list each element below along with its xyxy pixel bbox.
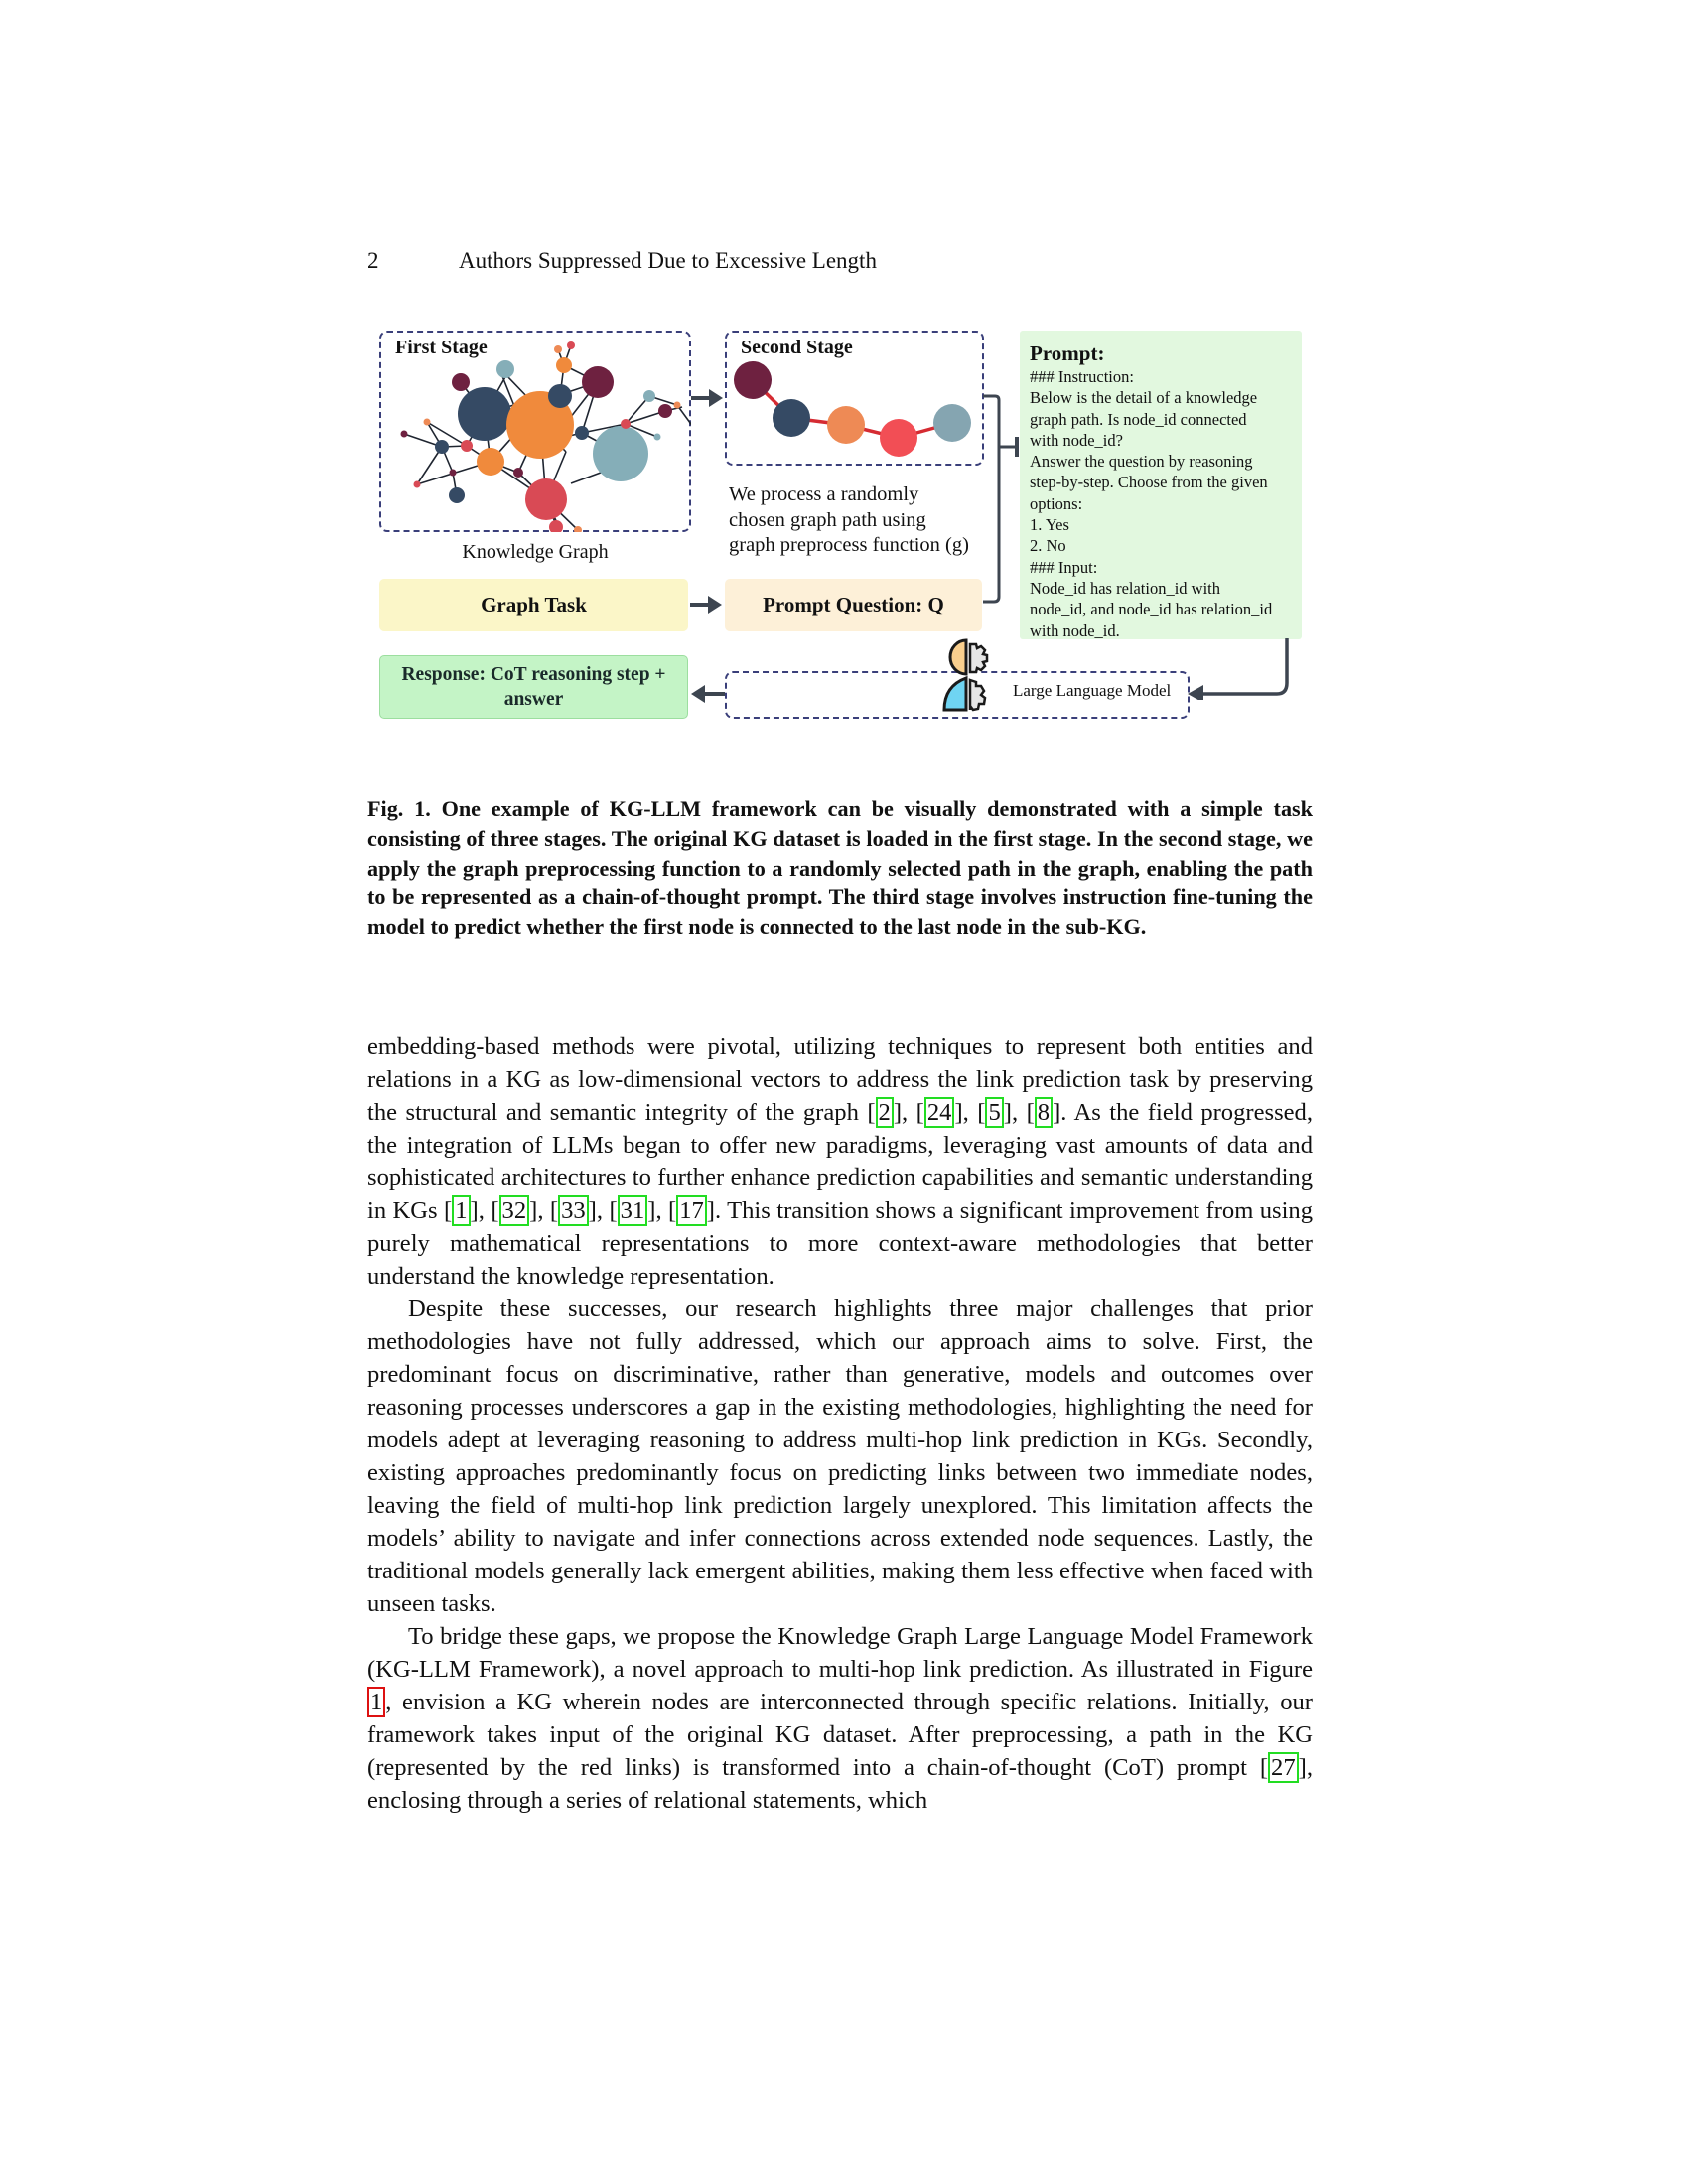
prompt-line: options: xyxy=(1030,493,1083,513)
selected-path-illustration xyxy=(725,331,984,466)
citation-link[interactable]: 33 xyxy=(558,1195,589,1226)
citation-link[interactable]: 1 xyxy=(452,1195,470,1226)
bracket-connector xyxy=(981,392,1023,611)
citation-link[interactable]: 17 xyxy=(676,1195,707,1226)
prompt-line: step-by-step. Choose from the given xyxy=(1030,473,1268,492)
citation-link[interactable]: 24 xyxy=(924,1097,955,1128)
figure-caption xyxy=(367,794,1313,942)
figure-1 xyxy=(0,0,1688,754)
body-text xyxy=(367,1030,1313,1817)
prompt-line: Below is the detail of a knowledge xyxy=(1030,388,1258,408)
prompt-line: with node_id. xyxy=(1030,620,1120,640)
arrow-prompt-to-llm xyxy=(1182,638,1291,700)
citation-link[interactable]: 8 xyxy=(1035,1097,1053,1128)
prompt-line: Node_id has relation_id with xyxy=(1030,578,1221,598)
caption-label: Fig. 1. xyxy=(367,796,431,821)
prompt-line: ### Instruction: xyxy=(1030,367,1134,386)
prompt-title: Prompt: xyxy=(1030,341,1105,365)
page-number: 2 xyxy=(367,248,379,273)
brain-gear-icon xyxy=(941,638,999,713)
paragraph-2: Despite these successes, our research highlights three major challenges that prior methodologies have not fully addressed, which our approach aims to solve. First, the predominant focus on discriminative, rather than generative, models and outcomes over reasoning processes underscores a gap in the existing methodologies, highlighting the need for models adept at leveraging reasoning to address multi-hop link prediction in KGs. Secondly, existing approaches predominantly focus on predicting links between two immediate nodes, leaving the field of multi-hop link prediction largely unexplored. This limitation affects the models’ ability to navigate and infer connections across extended node sequences. Lastly, the traditional models generally lack emergent abilities, making them less effective when faced with unseen tasks. xyxy=(367,1296,1313,1617)
prompt-line: graph path. Is node_id connected xyxy=(1030,409,1247,429)
citation-link[interactable]: 32 xyxy=(499,1195,530,1226)
citation-link[interactable]: 31 xyxy=(618,1195,648,1226)
prompt-line: with node_id? xyxy=(1030,430,1123,450)
prompt-line: Answer the question by reasoning xyxy=(1030,452,1253,472)
running-title: Authors Suppressed Due to Excessive Length xyxy=(459,248,877,273)
citation-link[interactable]: 27 xyxy=(1268,1752,1299,1783)
knowledge-graph-label: Knowledge Graph xyxy=(462,541,609,563)
prompt-box xyxy=(1020,331,1302,639)
llm-label: Large Language Model xyxy=(1013,681,1172,700)
arrow-right-icon xyxy=(690,594,724,615)
prompt-line: node_id, and node_id has relation_id xyxy=(1030,600,1273,619)
citation-link[interactable]: 2 xyxy=(876,1097,894,1128)
second-stage-description: We process a randomly chosen graph path using graph preprocess function (g) xyxy=(729,483,969,556)
prompt-line: ### Input: xyxy=(1030,557,1098,577)
caption-text: One example of KG-LLM framework can be visually demonstrated with a simple task consisting of three stages. The original KG dataset is loaded in the first stage. In the second stage, we apply the graph preprocessing function to a randomly selected path in the graph, enabling the path to be represented as a chain-of-thought prompt. The third stage involves instruction fine-tuning the model to predict whether the first node is connected to the last node in the sub-KG. xyxy=(367,796,1314,940)
arrow-left-icon xyxy=(689,683,725,705)
graph-task-box: Graph Task xyxy=(379,579,688,631)
prompt-question-box: Prompt Question: Q xyxy=(725,579,982,631)
paragraph-1: embedding-based methods were pivotal, utilizing techniques to represent both entities and relations in a KG as low-dimensional vectors to address the link prediction task by preserving the structural and semantic integrity of the graph [ 2 ], [ 24 ], [ 5 ], [ 8 ]. As the field progressed, the integration of LLMs began to offer new paradigms, leveraging vast amounts of data and sophisticated architectures to further enhance prediction capabilities and semantic understanding in KGs [ 1 ], [ 32 ], [ 33 ], [ 31 ], [ 17 ]. This transition shows a significant improvement from using purely mathematical representations to more context-aware methodologies that better understand the knowledge representation. xyxy=(367,1033,1314,1290)
prompt-line: 1. Yes xyxy=(1030,515,1069,535)
response-box: Response: CoT reasoning step + answer xyxy=(379,655,688,719)
prompt-line: 2. No xyxy=(1030,536,1066,556)
paragraph-3: To bridge these gaps, we propose the Knowledge Graph Large Language Model Framework (KG-LLM Framework), a novel approach to multi-hop link prediction. As illustrated in Figure 1 , envision a KG wherein nodes are interconnected through specific relations. Initially, our framework takes input of the original KG dataset. After preprocessing, a path in the KG (represented by the red links) is transformed into a chain-of-thought (CoT) prompt [ 27 ], enclosing through a series of relational statements, which xyxy=(367,1623,1313,1814)
figure-reference-link[interactable]: 1 xyxy=(367,1687,385,1717)
knowledge-graph-illustration xyxy=(379,331,691,532)
second-stage-title: Second Stage xyxy=(741,337,853,358)
arrow-right-icon xyxy=(691,387,725,409)
citation-link[interactable]: 5 xyxy=(985,1097,1003,1128)
first-stage-title: First Stage xyxy=(395,337,488,358)
